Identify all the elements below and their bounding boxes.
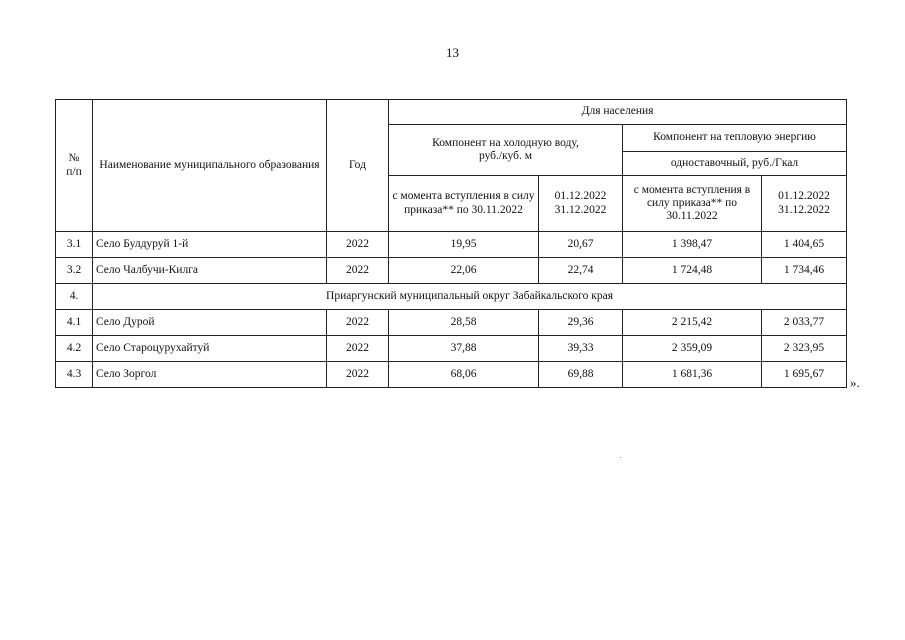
header-period-heat-1: с момента вступления в силу приказа** по 30.11.2022 [623,176,762,232]
section-num: 4. [56,284,93,310]
row-value-heat-2: 1 734,46 [762,258,847,284]
row-value-cold-1: 22,06 [389,258,539,284]
header-heat-unit: одноставочный, руб./Гкал [623,152,847,176]
row-value-cold-2: 20,67 [539,232,623,258]
row-value-cold-1: 68,06 [389,362,539,388]
row-value-heat-2: 2 033,77 [762,310,847,336]
row-value-cold-1: 19,95 [389,232,539,258]
row-value-cold-2: 69,88 [539,362,623,388]
row-num: 4.2 [56,336,93,362]
table-row [56,310,847,336]
scan-artifact-dot [620,457,621,458]
row-value-cold-2: 29,36 [539,310,623,336]
row-year: 2022 [327,258,389,284]
tariff-table [55,99,847,388]
closing-quote: ». [850,375,860,390]
table-row [56,258,847,284]
row-value-heat-1: 2 215,42 [623,310,762,336]
row-num: 4.1 [56,310,93,336]
row-name: Село Дурой [93,310,327,336]
row-value-heat-1: 2 359,09 [623,336,762,362]
header-name: Наименование муниципального образования [93,100,327,232]
header-cold-water: Компонент на холодную воду, руб./куб. м [389,125,623,176]
section-title: Приаргунский муниципальный округ Забайкальского края [93,284,847,310]
row-year: 2022 [327,362,389,388]
table-row [56,232,847,258]
row-year: 2022 [327,310,389,336]
row-name: Село Зоргол [93,362,327,388]
row-value-heat-1: 1 724,48 [623,258,762,284]
row-value-heat-2: 2 323,95 [762,336,847,362]
row-value-heat-1: 1 398,47 [623,232,762,258]
table-row [56,362,847,388]
row-value-cold-1: 28,58 [389,310,539,336]
section-row [56,284,847,310]
row-year: 2022 [327,336,389,362]
header-period-cold-1: с момента вступления в силу приказа** по 30.11.2022 [389,176,539,232]
header-period-heat-2: 01.12.2022 31.12.2022 [762,176,847,232]
row-year: 2022 [327,232,389,258]
row-name: Село Чалбучи-Килга [93,258,327,284]
row-value-cold-2: 39,33 [539,336,623,362]
row-num: 3.1 [56,232,93,258]
row-name: Село Староцурухайтуй [93,336,327,362]
row-value-cold-1: 37,88 [389,336,539,362]
row-num: 4.3 [56,362,93,388]
row-value-heat-2: 1 404,65 [762,232,847,258]
row-value-cold-2: 22,74 [539,258,623,284]
row-name: Село Булдуруй 1-й [93,232,327,258]
header-heat: Компонент на тепловую энергию [623,125,847,152]
row-value-heat-1: 1 681,36 [623,362,762,388]
page-number: 13 [446,45,459,60]
header-year: Год [327,100,389,232]
header-num: № п/п [56,100,93,232]
table-row [56,336,847,362]
row-value-heat-2: 1 695,67 [762,362,847,388]
row-num: 3.2 [56,258,93,284]
header-period-cold-2: 01.12.2022 31.12.2022 [539,176,623,232]
header-population: Для населения [389,100,847,125]
